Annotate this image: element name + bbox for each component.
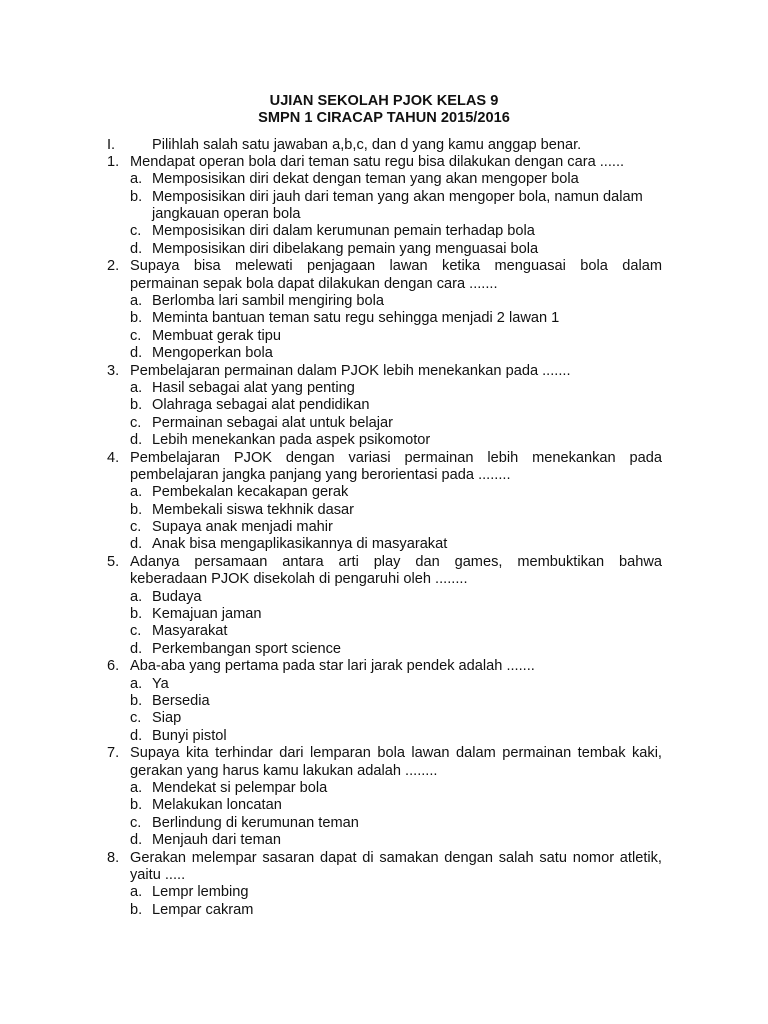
answer-option: [107, 589, 662, 606]
answer-option: [107, 241, 662, 258]
option-text: Menjauh dari teman: [152, 832, 281, 849]
question-text: Mendapat operan bola dari teman satu regu bisa dilakukan dengan cara ......: [130, 153, 625, 170]
option-label: c.: [130, 814, 142, 831]
answer-option: [107, 397, 662, 414]
question-text: permainan sepak bola dapat dilakukan dengan cara .......: [130, 275, 498, 292]
instruction-number: I.: [107, 136, 116, 153]
option-text: Mendekat si pelempar bola: [152, 779, 328, 796]
option-label: a.: [130, 171, 143, 188]
option-label: d.: [130, 345, 143, 362]
option-label: a.: [130, 588, 143, 605]
question-line: [107, 363, 662, 380]
option-text: Lempar cakram: [152, 901, 254, 918]
option-label: d.: [130, 640, 143, 657]
question-text: Pembelajaran PJOK dengan variasi permainan lebih menekankan pada: [130, 449, 662, 466]
option-text: Siap: [152, 710, 182, 727]
question-number: 1.: [107, 153, 120, 170]
option-text: Membekali siswa tekhnik dasar: [152, 501, 354, 518]
question-line: [107, 745, 662, 762]
option-label: a.: [130, 484, 143, 501]
school-title: SMPN 1 CIRACAP TAHUN 2015/2016: [258, 110, 510, 126]
option-text: jangkauan operan bola: [152, 206, 301, 223]
option-text: Permainan sebagai alat untuk belajar: [152, 414, 393, 431]
option-label: d.: [130, 536, 143, 553]
option-label: b.: [130, 693, 143, 709]
instruction-text: Pilihlah salah satu jawaban a,b,c, dan d yang kamu anggap benar.: [152, 136, 582, 153]
answer-option: [107, 206, 662, 223]
option-text: Lempr lembing: [152, 884, 249, 901]
answer-option: [107, 780, 662, 797]
question-line: [107, 763, 662, 780]
question-number: 8.: [107, 849, 120, 866]
question-text: yaitu .....: [130, 866, 186, 883]
option-text: Memposisikan diri jauh dari teman yang akan mengoper bola, namun dalam: [152, 188, 643, 205]
answer-option: [107, 832, 662, 849]
question-number: 3.: [107, 362, 120, 379]
option-text: Memposisikan diri dibelakang pemain yang menguasai bola: [152, 240, 539, 257]
option-label: b.: [130, 606, 143, 623]
answer-option: [107, 606, 662, 623]
question-number: 2.: [107, 258, 120, 275]
option-label: b.: [130, 310, 143, 327]
answer-option: [107, 502, 662, 519]
option-label: a.: [130, 379, 143, 396]
option-text: Supaya anak menjadi mahir: [152, 519, 333, 536]
option-label: d.: [130, 432, 143, 449]
option-label: b.: [130, 397, 143, 414]
option-text: Mengoperkan bola: [152, 345, 273, 362]
option-label: c.: [130, 710, 142, 727]
option-text: Ya: [152, 675, 169, 692]
answer-option: [107, 432, 662, 449]
answer-option: [107, 815, 662, 832]
question-number: 4.: [107, 449, 120, 466]
answer-option: [107, 536, 662, 553]
option-text: Olahraga sebagai alat pendidikan: [152, 397, 370, 414]
option-text: Memposisikan diri dekat dengan teman yang akan mengoper bola: [152, 171, 579, 188]
option-label: a.: [130, 779, 143, 796]
option-label: c.: [130, 327, 142, 344]
question-text: Adanya persamaan antara arti play dan games, membuktikan bahwa: [130, 553, 662, 570]
question-line: [107, 467, 662, 484]
answer-option: [107, 797, 662, 814]
question-text: Supaya kita terhindar dari lemparan bola lawan dalam permainan tembak kaki,: [130, 745, 662, 762]
answer-option: [107, 293, 662, 310]
answer-option: [107, 710, 662, 727]
question-text: Gerakan melempar sasaran dapat di samakan dengan salah satu nomor atletik,: [130, 849, 662, 866]
option-text: Budaya: [152, 588, 202, 605]
question-line: [107, 850, 662, 867]
question-line: [107, 258, 662, 275]
answer-option: [107, 519, 662, 536]
option-label: d.: [130, 240, 143, 257]
question-text: gerakan yang harus kamu lakukan adalah ........: [130, 762, 438, 779]
option-label: b.: [130, 501, 143, 518]
answer-option: [107, 189, 662, 206]
option-label: b.: [130, 188, 143, 205]
answer-option: [107, 345, 662, 362]
option-label: b.: [130, 797, 143, 814]
question-line: [107, 571, 662, 588]
question-text: Pembelajaran permainan dalam PJOK lebih menekankan pada .......: [130, 362, 571, 379]
answer-option: [107, 902, 662, 919]
question-line: [107, 276, 662, 293]
question-line: [107, 154, 662, 171]
question-line: [107, 554, 662, 571]
answer-option: [107, 676, 662, 693]
option-text: Bersedia: [152, 693, 210, 709]
answer-option: [107, 884, 662, 901]
question-number: 6.: [107, 658, 120, 675]
answer-option: [107, 380, 662, 397]
option-text: Perkembangan sport science: [152, 640, 342, 657]
answer-option: [107, 728, 662, 745]
option-label: d.: [130, 832, 143, 849]
question-text: Aba-aba yang pertama pada star lari jarak pendek adalah .......: [130, 658, 535, 675]
instruction: [107, 137, 662, 154]
question-text: pembelajaran jangka panjang yang berorientasi pada ........: [130, 466, 511, 483]
option-text: Pembekalan kecakapan gerak: [152, 484, 349, 501]
option-label: a.: [130, 675, 143, 692]
answer-option: [107, 641, 662, 658]
answer-option: [107, 310, 662, 327]
option-text: Anak bisa mengaplikasikannya di masyarakat: [152, 536, 448, 553]
option-text: Membuat gerak tipu: [152, 327, 281, 344]
answer-option: [107, 171, 662, 188]
question-text: Supaya bisa melewati penjagaan lawan ketika menguasai bola dalam: [130, 258, 662, 275]
option-text: Hasil sebagai alat yang penting: [152, 379, 355, 396]
option-text: Bunyi pistol: [152, 727, 227, 744]
answer-option: [107, 328, 662, 345]
option-label: d.: [130, 727, 143, 744]
option-label: c.: [130, 519, 142, 536]
option-text: Melakukan loncatan: [152, 797, 282, 814]
option-label: c.: [130, 414, 142, 431]
option-text: Kemajuan jaman: [152, 606, 262, 623]
option-text: Meminta bantuan teman satu regu sehingga menjadi 2 lawan 1: [152, 310, 560, 327]
option-text: Berlomba lari sambil mengiring bola: [152, 293, 384, 310]
exam-title: UJIAN SEKOLAH PJOK KELAS 9: [269, 93, 499, 109]
question-text: keberadaan PJOK disekolah di pengaruhi oleh ........: [130, 571, 468, 588]
answer-option: [107, 484, 662, 501]
option-label: a.: [130, 884, 143, 901]
option-label: c.: [130, 623, 142, 640]
option-text: Lebih menekankan pada aspek psikomotor: [152, 432, 431, 449]
option-label: a.: [130, 293, 143, 310]
answer-option: [107, 223, 662, 240]
question-number: 5.: [107, 553, 120, 570]
answer-option: [107, 415, 662, 432]
answer-option: [107, 693, 662, 710]
answer-option: [107, 623, 662, 640]
option-text: Masyarakat: [152, 623, 228, 640]
question-line: [107, 450, 662, 467]
option-label: b.: [130, 901, 143, 918]
question-number: 7.: [107, 745, 120, 762]
option-text: Memposisikan diri dalam kerumunan pemain terhadap bola: [152, 223, 535, 240]
option-label: c.: [130, 223, 142, 240]
exam-content: [107, 137, 662, 920]
question-line: [107, 867, 662, 884]
question-line: [107, 658, 662, 675]
option-text: Berlindung di kerumunan teman: [152, 814, 359, 831]
